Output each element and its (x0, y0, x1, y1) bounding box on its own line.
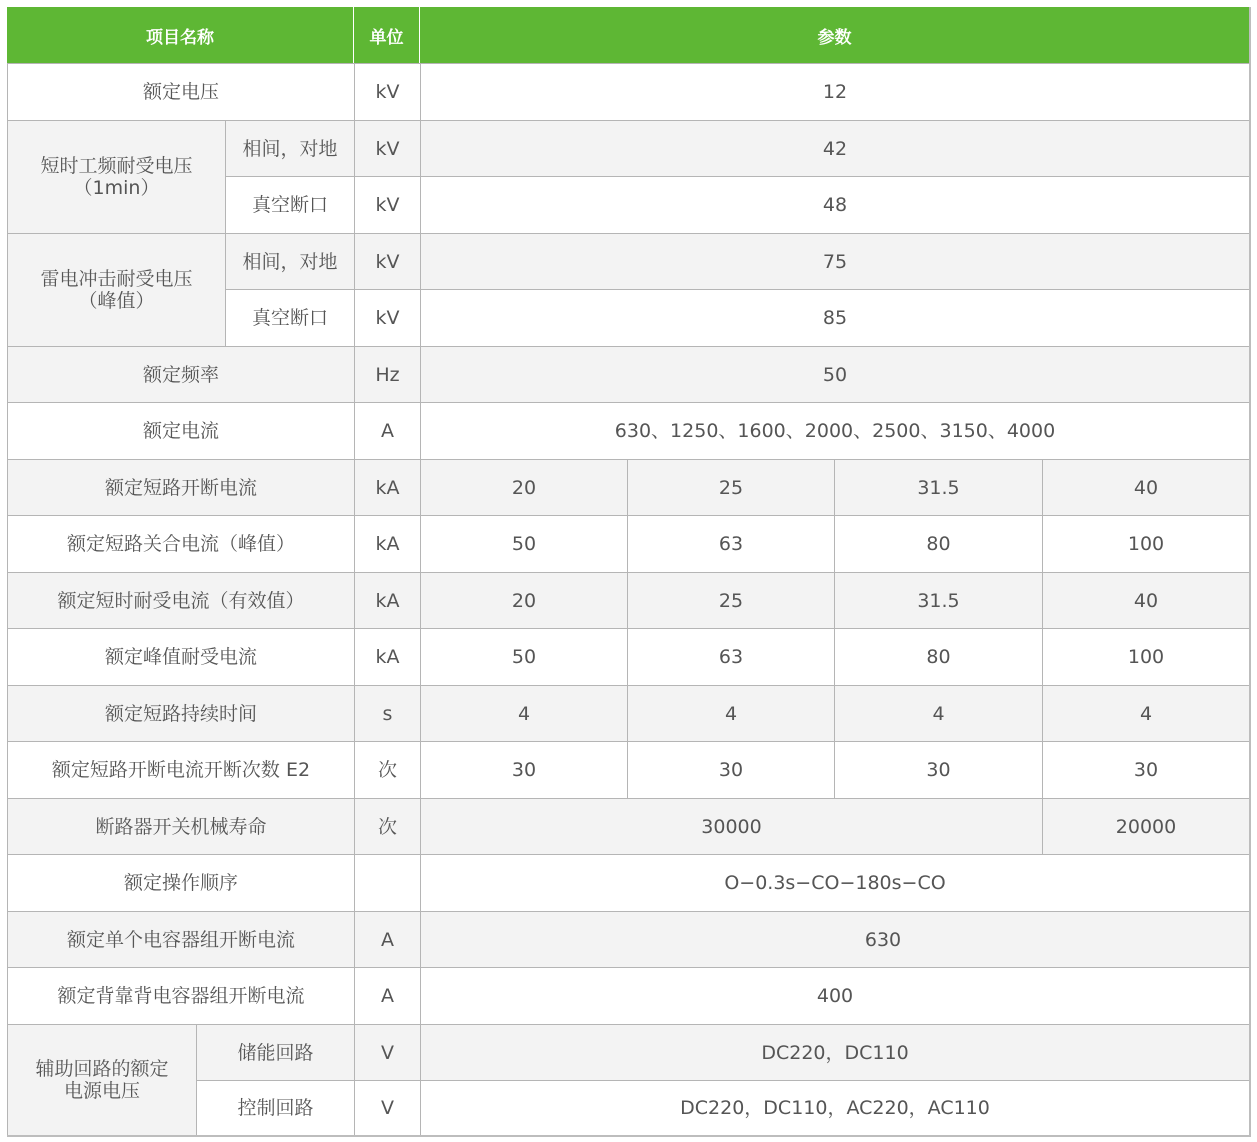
row-value: 20 (420, 572, 627, 628)
row-name: 额定电流 (7, 402, 354, 459)
row-value: 25 (627, 572, 834, 628)
header-unit: 单位 (354, 7, 420, 63)
row-name: 额定短路开断电流开断次数 E2 (7, 741, 354, 798)
row-value: 31.5 (834, 459, 1042, 515)
name-line-2: 电源电压 (63, 1080, 140, 1102)
row-value: 25 (627, 459, 834, 515)
row-value: 4 (834, 685, 1042, 741)
row-value: 48 (420, 176, 1249, 233)
row-unit (354, 854, 420, 911)
name-line-1: 雷电冲击耐受电压 (40, 268, 193, 290)
row-value: 75 (420, 233, 1249, 289)
row-name: 额定峰值耐受电流 (7, 628, 354, 685)
row-value: 85 (420, 289, 1249, 346)
row-value: 4 (627, 685, 834, 741)
row-name (7, 120, 225, 233)
row-value: 50 (420, 628, 627, 685)
header-params: 参数 (420, 7, 1249, 63)
row-value: 100 (1042, 628, 1249, 685)
row-value: 50 (420, 515, 627, 572)
row-value: 4 (420, 685, 627, 741)
row-name (7, 1024, 196, 1135)
row-unit: kA (354, 572, 420, 628)
row-name: 额定短路开断电流 (7, 459, 354, 515)
name-line-2: （峰值） (78, 290, 155, 312)
row-unit: kA (354, 515, 420, 572)
row-value: DC220，DC110，AC220，AC110 (420, 1080, 1249, 1135)
row-value: 80 (834, 515, 1042, 572)
row-value: 30 (627, 741, 834, 798)
row-value: 42 (420, 120, 1249, 176)
row-value: 50 (420, 346, 1249, 402)
row-name (7, 233, 225, 346)
sub-label: 相间，对地 (225, 120, 354, 176)
sub-label: 相间，对地 (225, 233, 354, 289)
sub-label: 真空断口 (225, 176, 354, 233)
row-value: 80 (834, 628, 1042, 685)
spec-table (7, 7, 1251, 1137)
row-value: 20 (420, 459, 627, 515)
row-unit: A (354, 402, 420, 459)
row-unit: kV (354, 176, 420, 233)
row-value: 100 (1042, 515, 1249, 572)
row-value: 40 (1042, 459, 1249, 515)
row-unit: kA (354, 459, 420, 515)
row-value: 30 (834, 741, 1042, 798)
header-name: 项目名称 (7, 7, 354, 63)
row-name: 额定单个电容器组开断电流 (7, 911, 354, 967)
row-unit: kA (354, 628, 420, 685)
row-name: 额定操作顺序 (7, 854, 354, 911)
row-unit: kV (354, 289, 420, 346)
sub-label: 真空断口 (225, 289, 354, 346)
row-name: 额定电压 (7, 63, 354, 120)
row-value: 30 (1042, 741, 1249, 798)
row-value: 630、1250、1600、2000、2500、3150、4000 (420, 402, 1249, 459)
row-value: 4 (1042, 685, 1249, 741)
row-value: 30000 (420, 798, 1042, 854)
row-unit: V (354, 1024, 420, 1080)
row-name: 断路器开关机械寿命 (7, 798, 354, 854)
row-unit: kV (354, 63, 420, 120)
row-value: O−0.3s−CO−180s−CO (420, 854, 1249, 911)
sub-label: 控制回路 (196, 1080, 354, 1135)
row-name: 额定短时耐受电流（有效值） (7, 572, 354, 628)
row-unit: 次 (354, 741, 420, 798)
row-unit: A (354, 967, 420, 1024)
row-unit: kV (354, 120, 420, 176)
row-value: 63 (627, 628, 834, 685)
row-value: 400 (420, 967, 1249, 1024)
row-unit: kV (354, 233, 420, 289)
row-unit: A (354, 911, 420, 967)
sub-label: 储能回路 (196, 1024, 354, 1080)
row-value: DC220，DC110 (420, 1024, 1249, 1080)
row-name: 额定背靠背电容器组开断电流 (7, 967, 354, 1024)
row-value: 31.5 (834, 572, 1042, 628)
row-value: 40 (1042, 572, 1249, 628)
name-line-1: 辅助回路的额定 (35, 1058, 169, 1080)
row-value: 12 (420, 63, 1249, 120)
row-value: 63 (627, 515, 834, 572)
row-unit: 次 (354, 798, 420, 854)
row-value: 20000 (1042, 798, 1249, 854)
row-unit: s (354, 685, 420, 741)
name-line-1: 短时工频耐受电压 (40, 155, 193, 177)
row-name: 额定短路持续时间 (7, 685, 354, 741)
row-name: 额定频率 (7, 346, 354, 402)
row-value: 30 (420, 741, 627, 798)
row-unit: Hz (354, 346, 420, 402)
row-value: 630 (420, 911, 1249, 967)
name-line-2: （1min） (73, 177, 160, 199)
row-name: 额定短路关合电流（峰值） (7, 515, 354, 572)
row-unit: V (354, 1080, 420, 1135)
